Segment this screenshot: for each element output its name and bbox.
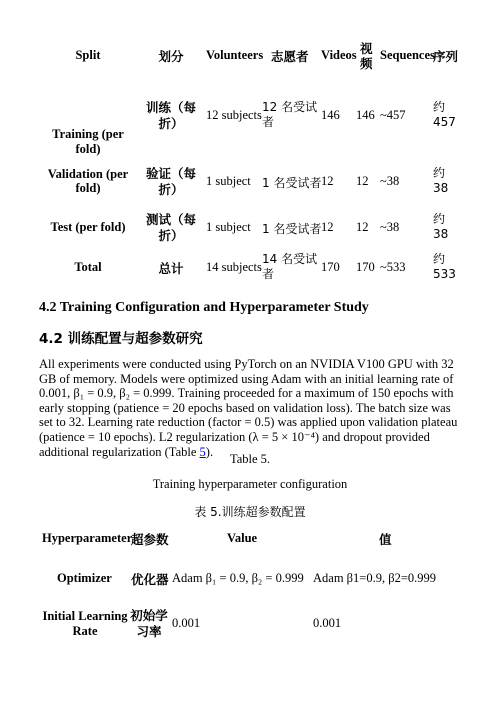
table-header-cell: Hyperparameter xyxy=(42,531,133,545)
table-cell: 总计 xyxy=(158,261,184,276)
table-header-cell: Sequences xyxy=(380,48,435,62)
table-cell: 12 subjects xyxy=(206,108,262,122)
table-cell: 初始学习率 xyxy=(130,608,168,639)
table-cell: Adam β₁ = 0.9, β₂ = 0.999 xyxy=(172,571,304,585)
table-cell: ~38 xyxy=(380,220,400,234)
table-header-cell: 超参数 xyxy=(131,532,169,547)
table-cell: Optimizer xyxy=(57,571,112,585)
table-cell: ~533 xyxy=(380,260,406,274)
table-cell: 1 名受试者 xyxy=(262,176,322,190)
table-caption-zh: 表 5.训练超参数配置 xyxy=(194,505,306,519)
table-cell: 约 457 xyxy=(433,100,456,129)
table-cell: 1 subject xyxy=(206,220,251,234)
table-cell: 12 xyxy=(321,174,334,188)
table-reference-link[interactable]: 5 xyxy=(199,444,206,459)
table-caption-en: Training hyperparameter configuration xyxy=(152,477,348,491)
table-cell: 146 xyxy=(321,108,340,122)
table-cell: 14 名受试者 xyxy=(262,252,318,281)
table-header-cell: Volunteers xyxy=(206,48,264,62)
table-cell: 验证（每折） xyxy=(145,166,196,197)
table-cell: Initial Learning Rate xyxy=(42,609,128,638)
table-cell: ~38 xyxy=(380,174,400,188)
table-cell: Test (per fold) xyxy=(50,220,126,234)
table-cell: ~457 xyxy=(380,108,406,122)
table-label: Table 5. xyxy=(229,452,271,466)
table-cell: 1 名受试者 xyxy=(262,222,322,236)
table-cell: 0.001 xyxy=(313,616,342,630)
table-header-cell: 划分 xyxy=(158,49,184,64)
paragraph-text: All experiments were conducted using PyTorch on an NVIDIA V100 GPU with 32 GB of memory. Models were optimized using Adam with an initial learning rate of 0.001, β₁ = 0.9, β₂ = 0.999. Training proceeded for a maximum of 150 epochs with early stopping (patience = 20 epochs based on validation loss). The batch size was set to 32. Learning rate reduction (factor = 0.5) was applied upon validation plateau (patience = 10 epochs). L2 regularization (λ = 5 × 10⁻⁴) and dropout provided additional regularization (Table xyxy=(39,357,458,459)
table-cell: 12 名受试者 xyxy=(262,100,318,129)
table-cell: 12 xyxy=(356,174,369,188)
table-cell: 训练（每折） xyxy=(145,100,196,131)
table-cell: 12 xyxy=(356,220,369,234)
table-cell: 170 xyxy=(321,260,340,274)
table-cell: 12 xyxy=(321,220,334,234)
section-heading-en: 4.2 Training Configuration and Hyperparameter Study xyxy=(39,300,369,315)
table-cell: 优化器 xyxy=(131,572,169,587)
body-paragraph xyxy=(39,357,467,459)
table-header-cell: 序列 xyxy=(433,49,459,64)
paragraph-text-end: ). xyxy=(205,444,214,459)
table-cell: Adam β1=0.9, β2=0.999 xyxy=(313,571,436,585)
table-header-cell: 视频 xyxy=(360,41,373,71)
section-heading-zh: 4.2 训练配置与超参数研究 xyxy=(39,331,203,347)
table-cell: 约 533 xyxy=(433,252,456,281)
table-header-cell: Videos xyxy=(321,48,357,62)
table-cell: 0.001 xyxy=(172,616,201,630)
table-cell: 约 38 xyxy=(433,212,449,241)
table-cell: 14 subjects xyxy=(206,260,262,274)
table-header-cell: Value xyxy=(227,531,258,545)
table-cell: Validation (per fold) xyxy=(47,167,129,195)
table-cell: 170 xyxy=(356,260,375,274)
table-header-cell: Split xyxy=(75,48,101,62)
table-cell: 约 38 xyxy=(433,166,449,195)
table-cell: Training (per fold) xyxy=(52,127,124,156)
table-cell: 1 subject xyxy=(206,174,251,188)
table-header-cell: 值 xyxy=(379,532,392,547)
table-cell: 测试（每折） xyxy=(145,212,196,243)
table-cell: 146 xyxy=(356,108,375,122)
table-header-cell: 志愿者 xyxy=(271,49,309,64)
table-cell: Total xyxy=(74,260,102,274)
